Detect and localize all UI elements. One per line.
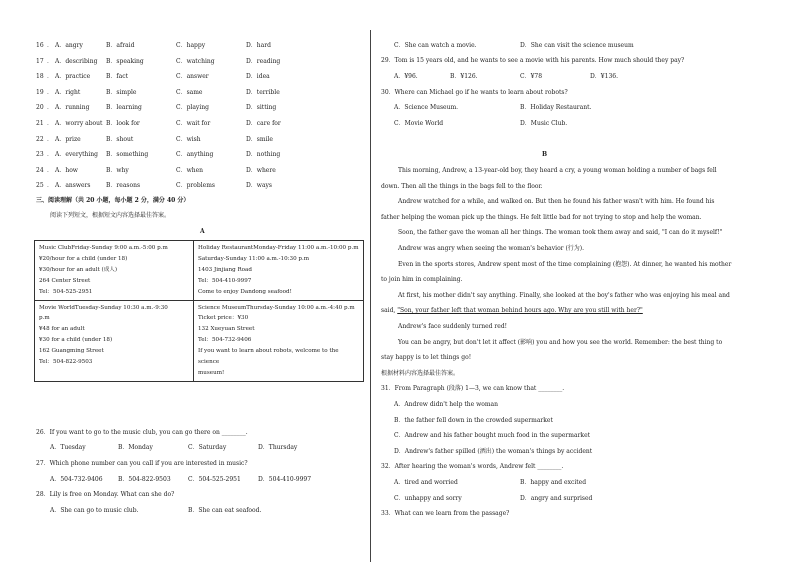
number-separator: ． bbox=[47, 120, 54, 127]
question-number: 18 bbox=[36, 73, 44, 81]
ads-table bbox=[34, 240, 364, 382]
q19-option-d[interactable]: D．terrible bbox=[246, 88, 280, 96]
q20-option-c[interactable]: C．playing bbox=[176, 104, 209, 112]
q24-option-b[interactable]: B．why bbox=[106, 166, 129, 174]
music-club-ad: Music ClubFriday-Sunday 9:00 a.m.-5:00 p.m ¥20/hour for a child (under 18) ¥30/hour for an adult (成人) 264 Center Street Tel：504-525-2951 bbox=[35, 241, 194, 301]
q30-option-a[interactable]: A．Science Museum. bbox=[394, 104, 459, 111]
q27-option-b[interactable]: B．504-822-9503 bbox=[118, 476, 171, 483]
q26-option-d[interactable]: D．Thursday bbox=[258, 444, 298, 451]
q24-option-a[interactable]: A．how bbox=[55, 166, 78, 174]
q22-option-a[interactable]: A．prize bbox=[55, 135, 81, 143]
question-number: 20 bbox=[36, 104, 44, 112]
q24-option-c[interactable]: C．when bbox=[176, 166, 204, 174]
number-separator: ． bbox=[47, 88, 54, 96]
q28-option-d[interactable]: D．She can visit the science museum bbox=[520, 42, 634, 49]
movie-world-ad: Movie WorldTuesday-Sunday 10:30 a.m.-9:30 p.m ¥48 for an adult ¥30 for a child (under 18) 162 Guangming Street Tel：504-822-9503 bbox=[35, 300, 194, 381]
number-separator: ． bbox=[47, 166, 54, 174]
q31-option-a[interactable]: A．Andrew didn't help the woman bbox=[394, 401, 498, 408]
question-number: 23 bbox=[36, 151, 44, 159]
q17-option-a[interactable]: A．describing bbox=[55, 57, 98, 65]
q32-option-d[interactable]: D．angry and surprised bbox=[520, 495, 593, 502]
question-number: 16 bbox=[36, 42, 44, 49]
question-number: 25 bbox=[36, 182, 44, 190]
q29-option-c[interactable]: C．¥78 bbox=[520, 73, 543, 80]
q26-option-c[interactable]: C．Saturday bbox=[188, 444, 227, 451]
q23-option-d[interactable]: D．nothing bbox=[246, 151, 281, 159]
q29-stem: 29．Tom is 15 years old, and he wants to see a movie with his parents. How much should they pay? bbox=[381, 57, 685, 64]
q20-option-d[interactable]: D．sitting bbox=[246, 104, 277, 112]
passage-a-label: A bbox=[200, 228, 205, 235]
q20-option-b[interactable]: B．learning bbox=[106, 104, 142, 112]
section3-title: 三、阅读理解（共 20 小题，每小题 2 分，满分 40 分） bbox=[36, 197, 190, 204]
q27-option-c[interactable]: C．504-525-2951 bbox=[188, 476, 241, 483]
q28-option-c[interactable]: C．She can watch a movie. bbox=[394, 42, 477, 49]
q29-option-a[interactable]: A．¥96. bbox=[394, 73, 418, 80]
q16-option-c[interactable]: C．happy bbox=[176, 42, 206, 49]
question-number: 17 bbox=[36, 57, 44, 65]
holiday-restaurant-ad: Holiday RestaurantMonday-Friday 11:00 a.m.-10:00 p.m Saturday-Sunday 11:00 a.m.-10:30 p.m 1403 Jinjiang Road Tel：504-410-9997 Come to enjoy Dandong seafood! bbox=[194, 241, 364, 301]
q21-option-a[interactable]: A．worry about bbox=[55, 120, 103, 127]
q17-option-b[interactable]: B．speaking bbox=[106, 57, 144, 65]
number-separator: ． bbox=[47, 135, 54, 143]
q17-option-c[interactable]: C．watching bbox=[176, 57, 215, 65]
question-number: 19 bbox=[36, 88, 44, 96]
number-separator: ． bbox=[47, 57, 54, 65]
q25-option-a[interactable]: A．answers bbox=[55, 182, 91, 190]
q28-option-b[interactable]: B．She can eat seafood. bbox=[188, 507, 262, 514]
number-separator: ． bbox=[47, 73, 54, 81]
science-museum-ad: Science MuseumThursday-Sunday 10:00 a.m.-4:40 p.m Ticket price：¥30 132 Xueyuan Street Tel：504-732-9406 If you want to learn about robots, welcome to the science museum! bbox=[194, 300, 364, 381]
q18-option-b[interactable]: B．fact bbox=[106, 73, 128, 81]
q27-option-a[interactable]: A．504-732-9406 bbox=[50, 476, 103, 483]
passage-b-label: B bbox=[542, 151, 548, 158]
q19-option-a[interactable]: A．right bbox=[55, 88, 81, 96]
number-separator: ． bbox=[47, 182, 54, 190]
q19-option-c[interactable]: C．same bbox=[176, 88, 203, 96]
q16-option-d[interactable]: D．hard bbox=[246, 42, 271, 49]
q29-option-d[interactable]: D．¥136. bbox=[590, 73, 618, 80]
q28-option-a[interactable]: A．She can go to music club. bbox=[50, 507, 139, 514]
q22-option-c[interactable]: C．wish bbox=[176, 135, 201, 143]
q23-option-b[interactable]: B．something bbox=[106, 151, 149, 159]
q18-option-c[interactable]: C．answer bbox=[176, 73, 209, 81]
q31-stem: 31．From Paragraph (段落) 1—3, we can know that ________. bbox=[381, 385, 565, 392]
q25-option-b[interactable]: B．reasons bbox=[106, 182, 141, 190]
q22-option-d[interactable]: D．smile bbox=[246, 135, 273, 143]
q30-stem: 30．Where can Michael go if he wants to learn about robots? bbox=[381, 89, 568, 96]
column-divider bbox=[370, 30, 371, 562]
number-separator: ． bbox=[47, 42, 54, 49]
q31-option-c[interactable]: C．Andrew and his father bought much food in the supermarket bbox=[394, 432, 591, 439]
q26-stem: 26．If you want to go to the music club, you can go there on ________. bbox=[36, 429, 248, 436]
q26-option-a[interactable]: A．Tuesday bbox=[50, 444, 86, 451]
question-number: 24 bbox=[36, 166, 44, 174]
section-b-instruction: 根据材料内容选择最佳答案。 bbox=[381, 370, 460, 377]
q30-option-b[interactable]: B．Holiday Restaurant. bbox=[520, 104, 592, 111]
q17-option-d[interactable]: D．reading bbox=[246, 57, 281, 65]
number-separator: ． bbox=[47, 151, 54, 159]
q26-option-b[interactable]: B．Monday bbox=[118, 444, 153, 451]
q21-option-c[interactable]: C．wait for bbox=[176, 120, 211, 127]
section3-instruction: 阅读下列短文，根据短文内容选择最佳答案。 bbox=[50, 212, 171, 219]
q23-option-a[interactable]: A．everything bbox=[55, 151, 98, 159]
q21-option-b[interactable]: B．look for bbox=[106, 120, 140, 127]
q18-option-a[interactable]: A．practice bbox=[55, 73, 91, 81]
q31-option-d[interactable]: D．Andrew's father spilled (洒出) the woman's things by accident bbox=[394, 448, 593, 455]
q29-option-b[interactable]: B．¥126. bbox=[450, 73, 478, 80]
q25-option-c[interactable]: C．problems bbox=[176, 182, 215, 190]
q27-stem: 27．Which phone number can you call if you are interested in music? bbox=[36, 460, 248, 467]
q21-option-d[interactable]: D．care for bbox=[246, 120, 281, 127]
q31-option-b[interactable]: B．the father fell down in the crowded supermarket bbox=[394, 417, 553, 424]
q19-option-b[interactable]: B．simple bbox=[106, 88, 137, 96]
question-number: 21 bbox=[36, 120, 44, 127]
q32-option-c[interactable]: C．unhappy and sorry bbox=[394, 495, 462, 502]
q24-option-d[interactable]: D．where bbox=[246, 166, 276, 174]
q16-option-b[interactable]: B．afraid bbox=[106, 42, 135, 49]
q32-option-b[interactable]: B．happy and excited bbox=[520, 479, 587, 486]
q22-option-b[interactable]: B．shout bbox=[106, 135, 134, 143]
question-number: 22 bbox=[36, 135, 44, 143]
q28-stem: 28．Lily is free on Monday. What can she do? bbox=[36, 491, 175, 498]
q23-option-c[interactable]: C．anything bbox=[176, 151, 214, 159]
q30-option-c[interactable]: C．Movie World bbox=[394, 120, 444, 127]
quote-underlined: "Son, your father left that woman behind hours ago. Why are you still with her?" bbox=[397, 307, 643, 314]
q27-option-d[interactable]: D．504-410-9997 bbox=[258, 476, 312, 483]
q18-option-d[interactable]: D．idea bbox=[246, 73, 270, 81]
number-separator: ． bbox=[47, 104, 54, 112]
q32-stem: 32．After hearing the woman's words, Andrew felt ________. bbox=[381, 463, 564, 470]
q33-stem: 33．What can we learn from the passage? bbox=[381, 510, 510, 517]
q25-option-d[interactable]: D．ways bbox=[246, 182, 272, 190]
q30-option-d[interactable]: D．Music Club. bbox=[520, 120, 568, 127]
q32-option-a[interactable]: A．tired and worried bbox=[394, 479, 458, 486]
q20-option-a[interactable]: A．running bbox=[55, 104, 90, 112]
q16-option-a[interactable]: A．angry bbox=[55, 42, 83, 49]
